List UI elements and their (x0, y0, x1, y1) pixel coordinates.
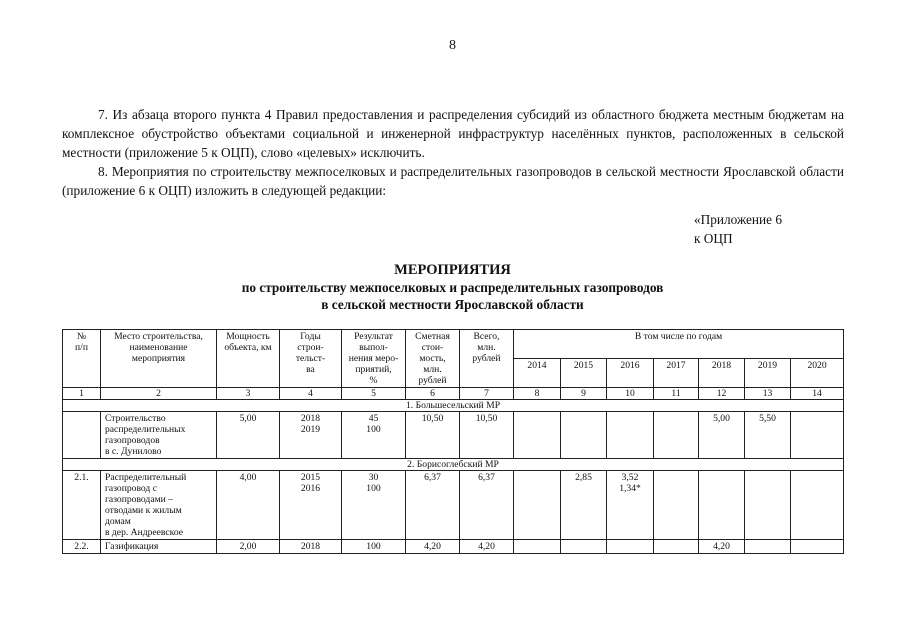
header-year-2015: 2015 (561, 359, 607, 388)
row-y2016 (607, 412, 654, 459)
row-y2015 (561, 412, 607, 459)
col-num: 7 (460, 388, 514, 400)
column-number-row (63, 388, 844, 400)
header-num: № п/п (63, 330, 101, 388)
header-place: Место строительства, наименование мероприятия (101, 330, 217, 388)
row-result: 100 (342, 540, 406, 554)
row-y2018: 5,00 (699, 412, 745, 459)
header-year-2018: 2018 (699, 359, 745, 388)
section-row (63, 459, 844, 471)
row-y2014 (514, 471, 561, 540)
header-years: Годы строи- тельст- ва (280, 330, 342, 388)
document-title (0, 262, 905, 313)
header-year-2014: 2014 (514, 359, 561, 388)
appendix-reference (694, 210, 782, 248)
header-year-2017: 2017 (654, 359, 699, 388)
col-num: 4 (280, 388, 342, 400)
paragraph-8-text: 8. Мероприятия по строительству межпоселковых и распределительных газопроводов в сельской местности Ярославской области (приложение 6 к ОЦП) изложить в следующей редакции: (62, 164, 844, 198)
appendix-line-2: к ОЦП (694, 231, 733, 246)
col-num: 2 (101, 388, 217, 400)
col-num: 5 (342, 388, 406, 400)
header-year-2019: 2019 (745, 359, 791, 388)
row-total: 10,50 (460, 412, 514, 459)
section-1-title: 1. Большесельский МР (63, 400, 844, 412)
row-total: 6,37 (460, 471, 514, 540)
row-num: 2.1. (63, 471, 101, 540)
row-y2018: 4,20 (699, 540, 745, 554)
col-num: 12 (699, 388, 745, 400)
section-2-title: 2. Борисоглебский МР (63, 459, 844, 471)
table-header-row (63, 330, 844, 359)
header-cost: Сметная стои- мость, млн. рублей (406, 330, 460, 388)
paragraph-7 (62, 105, 844, 162)
header-total: Всего, млн. рублей (460, 330, 514, 388)
row-y2019 (745, 540, 791, 554)
row-y2020 (791, 471, 844, 540)
row-years: 2018 (280, 540, 342, 554)
paragraph-7-text: 7. Из абзаца второго пункта 4 Правил предоставления и распределения субсидий из областного бюджета местным бюджетам на комплексное обустройство объектами социальной и инженерной инфраструктур населённых пунктов, расположенных в сельской местности (приложение 5 к ОЦП), слово «целевых» исключить. (62, 107, 844, 160)
row-years: 2018 2019 (280, 412, 342, 459)
row-y2016: 3,52 1,34* (607, 471, 654, 540)
col-num: 11 (654, 388, 699, 400)
row-y2014 (514, 412, 561, 459)
col-num: 14 (791, 388, 844, 400)
row-place: Строительство распределительных газопроводов в с. Дунилово (101, 412, 217, 459)
col-num: 10 (607, 388, 654, 400)
row-y2017 (654, 471, 699, 540)
row-power: 4,00 (217, 471, 280, 540)
row-y2015 (561, 540, 607, 554)
row-y2019: 5,50 (745, 412, 791, 459)
col-num: 13 (745, 388, 791, 400)
row-y2017 (654, 412, 699, 459)
row-y2020 (791, 412, 844, 459)
header-result: Результат выпол- нения меро- приятий, % (342, 330, 406, 388)
row-place: Газификация (101, 540, 217, 554)
row-num: 2.2. (63, 540, 101, 554)
row-cost: 4,20 (406, 540, 460, 554)
col-num: 1 (63, 388, 101, 400)
table-row (63, 412, 844, 459)
header-by-years: В том числе по годам (514, 330, 844, 359)
col-num: 3 (217, 388, 280, 400)
row-cost: 6,37 (406, 471, 460, 540)
row-power: 5,00 (217, 412, 280, 459)
row-y2020 (791, 540, 844, 554)
table-row (63, 471, 844, 540)
section-row (63, 400, 844, 412)
row-y2018 (699, 471, 745, 540)
row-place: Распределительный газопровод с газопроводами – отводами к жилым домам в дер. Андреевское (101, 471, 217, 540)
title-line-2: по строительству межпоселковых и распределительных газопроводов (241, 280, 664, 295)
page-number: 8 (449, 38, 456, 53)
appendix-line-1: «Приложение 6 (694, 212, 782, 227)
col-num: 8 (514, 388, 561, 400)
header-year-2020: 2020 (791, 359, 844, 388)
row-num (63, 412, 101, 459)
row-result: 30 100 (342, 471, 406, 540)
measures-table (62, 329, 844, 554)
table-row (63, 540, 844, 554)
row-y2014 (514, 540, 561, 554)
header-power: Мощность объекта, км (217, 330, 280, 388)
row-total: 4,20 (460, 540, 514, 554)
row-cost: 10,50 (406, 412, 460, 459)
row-years: 2015 2016 (280, 471, 342, 540)
row-y2016 (607, 540, 654, 554)
row-y2019 (745, 471, 791, 540)
row-y2015: 2,85 (561, 471, 607, 540)
header-year-2016: 2016 (607, 359, 654, 388)
row-result: 45 100 (342, 412, 406, 459)
paragraph-8 (62, 162, 844, 200)
row-power: 2,00 (217, 540, 280, 554)
row-y2017 (654, 540, 699, 554)
title-main: МЕРОПРИЯТИЯ (394, 262, 511, 278)
col-num: 6 (406, 388, 460, 400)
col-num: 9 (561, 388, 607, 400)
title-line-3: в сельской местности Ярославской области (321, 297, 584, 312)
